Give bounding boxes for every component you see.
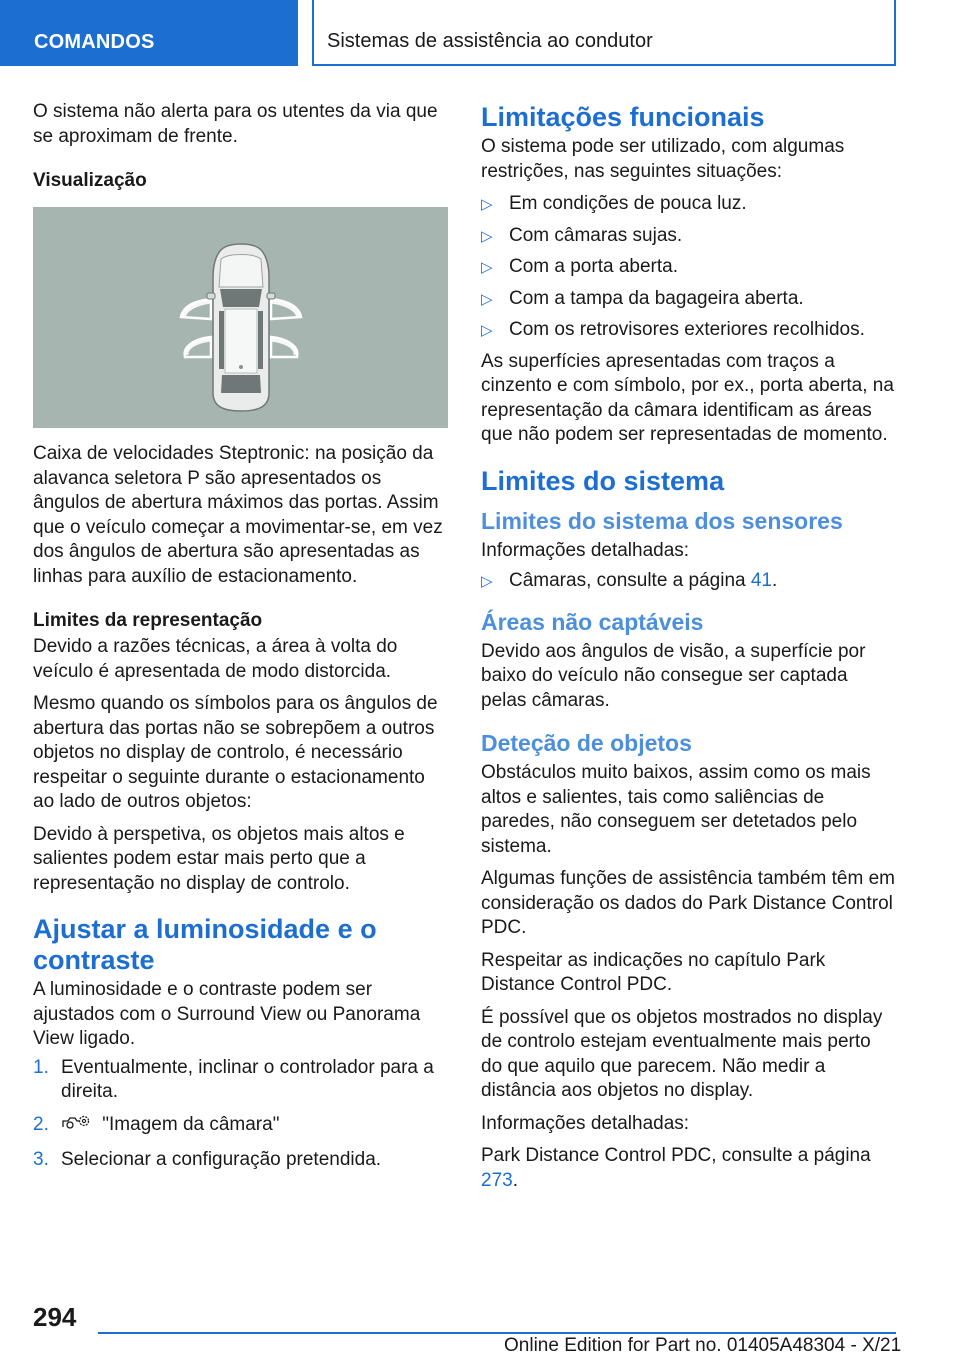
paragraph-obstacles: Obstáculos muito baixos, assim como os mais altos e salientes, tais como saliências de paredes, não conseguem ser detetados pelo sistema.	[481, 762, 871, 857]
list-item: ▷ Câmaras, consulte a página 41.	[481, 569, 896, 594]
car-top-view-figure	[33, 207, 448, 428]
header-title: Sistemas de assistência ao condutor	[327, 30, 653, 52]
triangle-bullet-icon: ▷	[481, 227, 493, 245]
header-section-tab	[0, 0, 298, 66]
page-link-273[interactable]: 273	[481, 1169, 513, 1191]
page-link-41[interactable]: 41	[750, 570, 773, 591]
heading-detecao-objetos: Deteção de objetos	[481, 730, 692, 756]
list-item	[481, 192, 896, 217]
step-number: 2.	[33, 1113, 49, 1135]
pdc-reference-text: Park Distance Control PDC, consulte a página	[481, 1145, 871, 1166]
header-title-box	[312, 0, 896, 66]
paragraph-steptronic-caption: Caixa de velocidades Steptronic: na posição da alavanca seletora P são apresentados os ângulos de abertura máximos das portas. Assim que o veículo começar a movimentar-se, em vez dos ângulos de abertura são apresentadas as linhas para auxílio de estacionamento.	[33, 443, 443, 587]
list-item-text: Com a porta aberta.	[509, 256, 678, 277]
paragraph-underbody: Devido aos ângulos de visão, a superfície por baixo do veículo não consegue ser captada pelas câmaras.	[481, 640, 866, 711]
step-text: Selecionar a configuração pretendida.	[61, 1149, 382, 1170]
steps-list	[33, 1056, 448, 1173]
step-text: "Imagem da câmara"	[102, 1113, 280, 1135]
paragraph-pdc-chapter: Respeitar as indicações no capítulo Park Distance Control PDC.	[481, 949, 826, 995]
paragraph-assist-functions: Algumas funções de assistência também têm em consideração os dados do Park Distance Control PDC.	[481, 868, 895, 938]
paragraph-grey-surfaces: As superfícies apresentadas com traços a cinzento e com símbolo, por ex., porta aberta, na representação da câmara identificam as áreas que não podem ser representadas de momento.	[481, 350, 894, 445]
subheading-visualizacao: Visualização	[33, 170, 147, 191]
camera-settings-icon	[61, 1113, 91, 1141]
label-info-detalhadas-2: Informações detalhadas:	[481, 1112, 690, 1134]
list-item	[33, 1148, 448, 1173]
right-column	[481, 100, 896, 1201]
heading-areas-nao-captaveis: Áreas não captáveis	[481, 608, 704, 635]
triangle-bullet-icon: ▷	[481, 290, 493, 308]
list-item	[481, 287, 896, 312]
paragraph-objects-closer: É possível que os objetos mostrados no display de controlo estejam eventualmente mais perto do que aquilo que parecem. Não medir a distância aos objetos no display.	[481, 1006, 883, 1101]
list-item-text: Com câmaras sujas.	[509, 224, 683, 246]
paragraph-perspective: Devido à perspetiva, os objetos mais altos e salientes podem estar mais perto que a representação no display de controlo.	[33, 823, 405, 894]
list-item	[33, 1113, 448, 1141]
heading-limites-sistema: Limites do sistema	[481, 465, 725, 496]
heading-ajustar-luminosidade: Ajustar a luminosidade e o contraste	[33, 914, 377, 975]
camera-reference-text: Câmaras, consulte a página	[509, 570, 751, 591]
triangle-bullet-icon: ▷	[481, 573, 493, 590]
heading-limites-sensores: Limites do sistema dos sensores	[481, 507, 843, 534]
triangle-bullet-icon: ▷	[481, 196, 493, 213]
paragraph-restrictions: O sistema pode ser utilizado, com algumas restrições, nas seguintes situações:	[481, 136, 845, 182]
footer-edition	[504, 1335, 901, 1357]
paragraph-pdc-reference	[481, 1144, 896, 1193]
paragraph-door-symbols: Mesmo quando os símbolos para os ângulos de abertura das portas não se sobrepõem a outros objetos no display de controlo, é necessário respeitar o seguinte durante o estacionamento ao lado de outros objetos:	[33, 693, 438, 812]
triangle-bullet-icon: ▷	[481, 322, 493, 339]
footer-edition-text: Online Edition for Part no. 01405A48304 - X/21	[504, 1335, 902, 1356]
step-text: Eventualmente, inclinar o controlador para a direita.	[61, 1056, 434, 1102]
label-info-detalhadas: Informações detalhadas:	[481, 539, 690, 561]
list-item	[481, 255, 896, 280]
paragraph-no-alert: O sistema não alerta para os utentes da via que se aproximam de frente.	[33, 101, 438, 147]
pdc-reference-end: .	[512, 1169, 518, 1191]
restrictions-list	[481, 192, 896, 343]
heading-limitacoes-funcionais: Limitações funcionais	[481, 102, 765, 132]
header-section-label: COMANDOS	[34, 31, 155, 53]
subheading-limites-representacao: Limites da representação	[33, 610, 263, 631]
car-top-view-illustration	[33, 207, 448, 428]
paragraph-distorted: Devido a razões técnicas, a área à volta do veículo é apresentada de modo distorcida.	[33, 636, 398, 682]
list-item	[33, 1056, 448, 1105]
step-number: 1.	[33, 1056, 49, 1078]
page-number: 294	[33, 1302, 77, 1332]
camera-reference-list	[481, 569, 896, 594]
paragraph-brightness: A luminosidade e o contraste podem ser ajustados com o Surround View ou Panorama View ligado.	[33, 979, 421, 1049]
list-item-text: Com os retrovisores exteriores recolhidos.	[509, 319, 865, 340]
list-item-text: Com a tampa da bagageira aberta.	[509, 287, 804, 309]
list-item	[481, 318, 896, 343]
triangle-bullet-icon: ▷	[481, 259, 493, 276]
footer-divider	[98, 1332, 896, 1334]
step-number: 3.	[33, 1149, 49, 1170]
left-column	[33, 100, 448, 1181]
list-item	[481, 224, 896, 249]
list-item-text: Em condições de pouca luz.	[509, 193, 747, 214]
